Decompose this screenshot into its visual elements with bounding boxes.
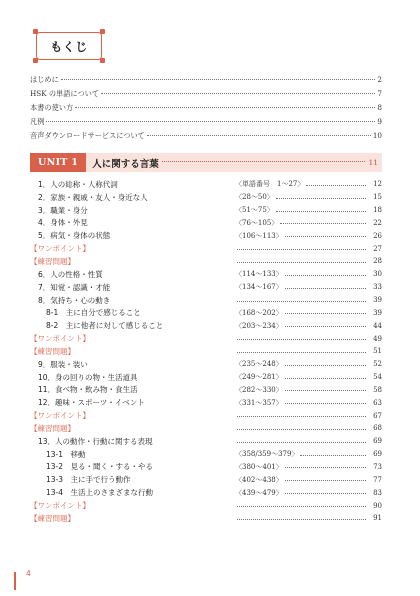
toc-entry-ref [235, 257, 382, 265]
front-matter-item[interactable] [30, 75, 382, 89]
toc-entry-ref [235, 245, 382, 253]
unit-title: 人に関する言葉 [92, 158, 159, 170]
page-number-bar [14, 572, 16, 590]
toc-entry-page: 15 [373, 193, 382, 202]
toc-entry[interactable] [30, 384, 382, 397]
toc-entry[interactable] [30, 358, 382, 371]
front-matter-page: 9 [377, 117, 382, 126]
dot-leader [285, 313, 366, 314]
word-range: 〈203～234〉 [235, 321, 283, 330]
toc-entry-label: 13-3 主に手で行う動作 [46, 475, 131, 485]
toc-entry-page: 30 [373, 270, 382, 279]
toc-entry[interactable] [30, 268, 382, 281]
toc-entry-ref [235, 192, 382, 202]
corner-ornament [33, 29, 38, 34]
dot-leader [300, 455, 366, 456]
toc-entry-label: 13-1 移動 [46, 449, 86, 459]
dot-leader [237, 442, 366, 443]
toc-entry-label: 【ワンポイント】 [30, 244, 90, 254]
dot-leader [285, 480, 366, 481]
dot-leader [147, 135, 371, 136]
toc-entry-page: 49 [373, 334, 382, 343]
front-matter-item[interactable] [30, 89, 382, 103]
toc-entry-page: 27 [373, 244, 382, 253]
dot-leader [237, 506, 366, 507]
front-matter-item[interactable] [30, 131, 382, 145]
toc-entry-page: 69 [373, 437, 382, 446]
toc-entry-label: 4．身体・外見 [38, 218, 88, 228]
toc-entry[interactable] [30, 229, 382, 242]
corner-ornament [33, 58, 38, 63]
dot-leader [285, 403, 366, 404]
unit-page: 11 [368, 158, 378, 167]
toc-entry[interactable] [30, 448, 382, 461]
toc-entry-page: 52 [373, 360, 382, 369]
dot-leader [237, 429, 366, 430]
word-range: 〈235～248〉 [235, 360, 283, 369]
dot-leader [276, 211, 366, 212]
toc-entry-ref [235, 179, 382, 189]
toc-entry-label: 3．職業・身分 [38, 205, 88, 215]
word-range: 〈249～281〉 [235, 373, 283, 382]
toc-entry-page: 12 [373, 180, 382, 189]
front-matter-item[interactable] [30, 117, 382, 131]
toc-entry-ref [235, 449, 382, 459]
dot-leader [285, 365, 366, 366]
toc-entry-page: 18 [373, 206, 382, 215]
toc-entry-ref [235, 359, 382, 369]
corner-ornament [100, 58, 105, 63]
toc-entry-ref [235, 372, 382, 382]
toc-entry[interactable] [30, 217, 382, 230]
front-matter-item[interactable] [30, 103, 382, 117]
toc-entry[interactable] [30, 306, 382, 319]
toc-entry[interactable] [30, 178, 382, 191]
toc-entry-ref [235, 502, 382, 510]
toc-entry-page: 39 [373, 296, 382, 305]
dot-leader [237, 416, 366, 417]
toc-entry-label: 1．人の総称・人称代詞 [38, 179, 118, 189]
toc-entry-label: 【ワンポイント】 [30, 334, 90, 344]
toc-entry[interactable] [30, 191, 382, 204]
toc-entry-list [30, 178, 382, 525]
toc-entry-page: 22 [373, 218, 382, 227]
dot-leader [162, 161, 366, 162]
front-matter-label: はじめに [30, 75, 59, 84]
toc-entry-label: 13-2 見る・聞く・する・やる [46, 462, 154, 472]
front-matter-label: HSK の単語について [30, 89, 100, 98]
toc-entry[interactable] [30, 461, 382, 474]
dot-leader [285, 326, 366, 327]
toc-entry[interactable] [30, 294, 382, 307]
toc-entry[interactable] [30, 345, 382, 358]
dot-leader [237, 262, 366, 263]
front-matter-label: 本書の使い方 [30, 103, 74, 112]
toc-entry-page: 44 [373, 321, 382, 330]
toc-entry-label: 【練習問題】 [30, 256, 75, 266]
toc-entry-label: 8-2 主に他者に対して感じること [46, 321, 164, 331]
toc-entry-label: 13．人の動作・行動に関する表現 [38, 436, 153, 446]
dot-leader [75, 107, 375, 108]
dot-leader [285, 390, 366, 391]
dot-leader [285, 467, 366, 468]
toc-entry-page: 51 [373, 347, 382, 356]
toc-entry-page: 68 [373, 424, 382, 433]
toc-entry-ref [235, 321, 382, 331]
dot-leader [285, 275, 366, 276]
dot-leader [237, 301, 366, 302]
unit-header[interactable] [30, 153, 382, 172]
front-matter-page: 2 [377, 75, 382, 84]
toc-entry-ref [235, 412, 382, 420]
toc-entry[interactable] [30, 281, 382, 294]
dot-leader [61, 79, 376, 80]
word-range: 〈106～113〉 [235, 231, 283, 240]
word-range: 〈380～401〉 [235, 462, 283, 471]
dot-leader [285, 493, 366, 494]
toc-entry-page: 33 [373, 283, 382, 292]
toc-entry-page: 26 [373, 231, 382, 240]
toc-entry-label: 8-1 主に自分で感じること [46, 308, 141, 318]
dot-leader [285, 236, 366, 237]
toc-entry[interactable] [30, 499, 382, 512]
page-number: 4 [26, 569, 31, 578]
toc-entry[interactable] [30, 486, 382, 499]
page-title: もくじ [50, 39, 88, 54]
toc-entry-label: 2．家族・親戚・友人・身近な人 [38, 192, 148, 202]
dot-leader [46, 121, 375, 122]
word-range: 〈439～479〉 [235, 488, 283, 497]
word-range: 〈76～105〉 [235, 218, 279, 227]
toc-entry-label: 【練習問題】 [30, 423, 75, 433]
word-range: 〈114～133〉 [235, 270, 283, 279]
toc-entry-label: 11．食べ物・飲み物・食生活 [38, 385, 138, 395]
toc-entry[interactable] [30, 319, 382, 332]
toc-entry-ref [235, 475, 382, 485]
toc-entry-label: 9．服装・装い [38, 359, 88, 369]
word-range: 〈282～330〉 [235, 385, 283, 394]
word-range: 〈28～50〉 [235, 193, 274, 202]
toc-entry-ref [235, 335, 382, 343]
toc-entry-ref [235, 296, 382, 304]
toc-entry-ref [235, 282, 382, 292]
toc-entry-label: 13-4 生活上のさまざまな行動 [46, 488, 154, 498]
toc-entry-ref [235, 231, 382, 241]
toc-entry-page: 83 [373, 488, 382, 497]
toc-entry-ref [235, 514, 382, 522]
toc-entry-page: 69 [373, 450, 382, 459]
dot-leader [237, 519, 366, 520]
toc-entry-label: 【ワンポイント】 [30, 501, 90, 511]
word-range: 〈134～167〉 [235, 283, 283, 292]
toc-entry[interactable] [30, 422, 382, 435]
toc-entry-label: 6．人の性格・性質 [38, 269, 103, 279]
toc-entry-ref [235, 437, 382, 445]
word-range: 〈402～438〉 [235, 475, 283, 484]
toc-entry-label: 8．気持ち・心の動き [38, 295, 111, 305]
front-matter-page: 10 [372, 131, 382, 140]
toc-entry[interactable] [30, 371, 382, 384]
unit-tag: UNIT 1 [30, 153, 86, 172]
toc-entry-ref [235, 462, 382, 472]
toc-entry-page: 67 [373, 411, 382, 420]
toc-entry-label: 【練習問題】 [30, 513, 75, 523]
dot-leader [280, 223, 366, 224]
dot-leader [237, 249, 366, 250]
toc-entry-label: 【練習問題】 [30, 346, 75, 356]
toc-entry-ref [235, 205, 382, 215]
toc-entry-page: 63 [373, 398, 382, 407]
toc-entry-page: 77 [373, 475, 382, 484]
front-matter-label: 凡例 [30, 117, 45, 126]
toc-entry-ref [235, 347, 382, 355]
word-range: 〈単語番号 1～27〉 [235, 180, 305, 189]
dot-leader [237, 352, 366, 353]
front-matter-page: 7 [377, 89, 382, 98]
toc-entry[interactable] [30, 242, 382, 255]
toc-entry[interactable] [30, 512, 382, 525]
toc-entry-ref [235, 385, 382, 395]
toc-entry-label: 【ワンポイント】 [30, 411, 90, 421]
toc-entry[interactable] [30, 204, 382, 217]
dot-leader [285, 288, 366, 289]
corner-ornament [100, 29, 105, 34]
toc-entry-page: 54 [373, 373, 382, 382]
toc-entry[interactable] [30, 409, 382, 422]
front-matter-page: 8 [377, 103, 382, 112]
toc-entry-page: 91 [373, 514, 382, 523]
toc-entry-page: 73 [373, 462, 382, 471]
toc-entry[interactable] [30, 255, 382, 268]
toc-entry-page: 28 [373, 257, 382, 266]
toc-entry-ref [235, 398, 382, 408]
toc-entry-label: 5．病気・身体の状態 [38, 231, 111, 241]
toc-title-box [36, 32, 102, 60]
dot-leader [285, 378, 366, 379]
dot-leader [101, 93, 375, 94]
toc-entry[interactable] [30, 473, 382, 486]
toc-entry-label: 7．知覚・認識・才能 [38, 282, 111, 292]
toc-entry-label: 10．身の回りの物・生活道具 [38, 372, 138, 382]
toc-entry-ref [235, 488, 382, 498]
toc-entry-label: 12．趣味・スポーツ・イベント [38, 398, 145, 408]
word-range: 〈51～75〉 [235, 206, 274, 215]
dot-leader [306, 185, 366, 186]
toc-entry-ref [235, 424, 382, 432]
dot-leader [276, 198, 366, 199]
toc-entry-ref [235, 269, 382, 279]
toc-entry-page: 39 [373, 308, 382, 317]
toc-entry-page: 90 [373, 501, 382, 510]
word-range: 〈358/359～379〉 [235, 450, 299, 459]
toc-entry-ref [235, 218, 382, 228]
toc-entry[interactable] [30, 435, 382, 448]
front-matter-list [30, 75, 382, 145]
toc-entry[interactable] [30, 396, 382, 409]
dot-leader [237, 339, 366, 340]
toc-entry[interactable] [30, 332, 382, 345]
front-matter-label: 音声ダウンロードサービスについて [30, 131, 145, 140]
word-range: 〈168～202〉 [235, 308, 283, 317]
toc-entry-ref [235, 308, 382, 318]
toc-entry-page: 58 [373, 385, 382, 394]
word-range: 〈331～357〉 [235, 398, 283, 407]
